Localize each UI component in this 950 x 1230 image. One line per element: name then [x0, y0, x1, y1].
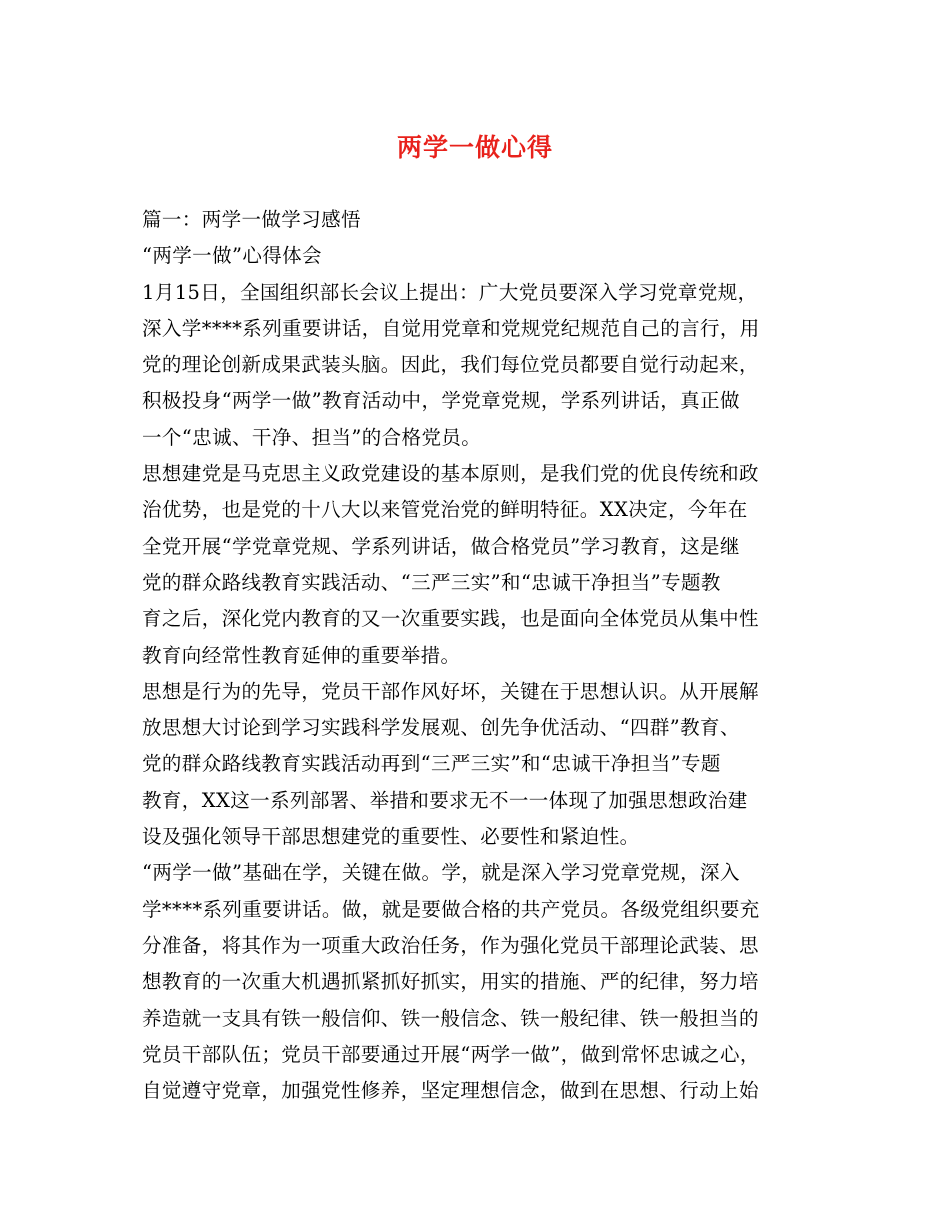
body-text-line: 全党开展“学党章党规、学系列讲话，做合格党员”学习教育，这是继 — [142, 534, 740, 558]
body-text-line: 教育，XX这一系列部署、举措和要求无不一一体现了加强思想政治建 — [142, 788, 748, 812]
body-text-line: 自觉遵守党章，加强党性修养，坚定理想信念，做到在思想、行动上始 — [142, 1079, 759, 1103]
body-text-line: 养造就一支具有铁一般信仰、铁一般信念、铁一般纪律、铁一般担当的 — [142, 1006, 759, 1030]
body-text-line: 一个“忠诚、干净、担当”的合格党员。 — [142, 425, 482, 449]
body-text-line: 积极投身“两学一做”教育活动中，学党章党规，学系列讲话，真正做 — [142, 389, 740, 413]
body-text-line: 1月15日，全国组织部长会议上提出：广大党员要深入学习党章党规， — [142, 280, 758, 304]
body-text-line: 党员干部队伍；党员干部要通过开展“两学一做”，做到常怀忠诚之心， — [142, 1042, 760, 1066]
body-text-line: 育之后，深化党内教育的又一次重要实践，也是面向全体党员从集中性 — [142, 607, 759, 631]
body-text-line: “两学一做”心得体会 — [142, 244, 322, 268]
body-text-line: 想教育的一次重大机遇抓紧抓好抓实，用实的措施、严的纪律，努力培 — [142, 970, 759, 994]
body-text-line: 党的群众路线教育实践活动再到“三严三实”和“忠诚干净担当”专题 — [142, 752, 721, 776]
document-body — [142, 202, 822, 1109]
body-text-line: 党的理论创新成果武装头脑。因此，我们每位党员都要自觉行动起来， — [142, 353, 759, 377]
body-text-line: 教育向经常性教育延伸的重要举措。 — [142, 643, 461, 667]
body-text-line: 思想是行为的先导，党员干部作风好坏，关键在于思想认识。从开展解 — [142, 679, 759, 703]
body-text-line: 思想建党是马克思主义政党建设的基本原则，是我们党的优良传统和政 — [142, 462, 759, 486]
body-text-line: 放思想大讨论到学习实践科学发展观、创先争优活动、“四群”教育、 — [142, 716, 740, 740]
document-title: 两学一做心得 — [396, 133, 553, 162]
body-text-line: 篇一：两学一做学习感悟 — [142, 208, 361, 231]
body-text-line: 治优势，也是党的十八大以来管党治党的鲜明特征。XX决定，今年在 — [142, 498, 748, 522]
body-text-line: 设及强化领导干部思想建党的重要性、必要性和紧迫性。 — [142, 825, 640, 849]
body-text-line: 学****系列重要讲话。做，就是要做合格的共产党员。各级党组织要充 — [142, 897, 760, 921]
body-text-line: 分准备，将其作为一项重大政治任务，作为强化党员干部理论武装、思 — [142, 933, 759, 957]
body-text-line: 党的群众路线教育实践活动、“三严三实”和“忠诚干净担当”专题教 — [142, 570, 721, 594]
body-text-line: “两学一做”基础在学，关键在做。学，就是深入学习党章党规，深入 — [142, 861, 740, 885]
body-text-line: 深入学****系列重要讲话，自觉用党章和党规党纪规范自己的言行，用 — [142, 316, 760, 340]
